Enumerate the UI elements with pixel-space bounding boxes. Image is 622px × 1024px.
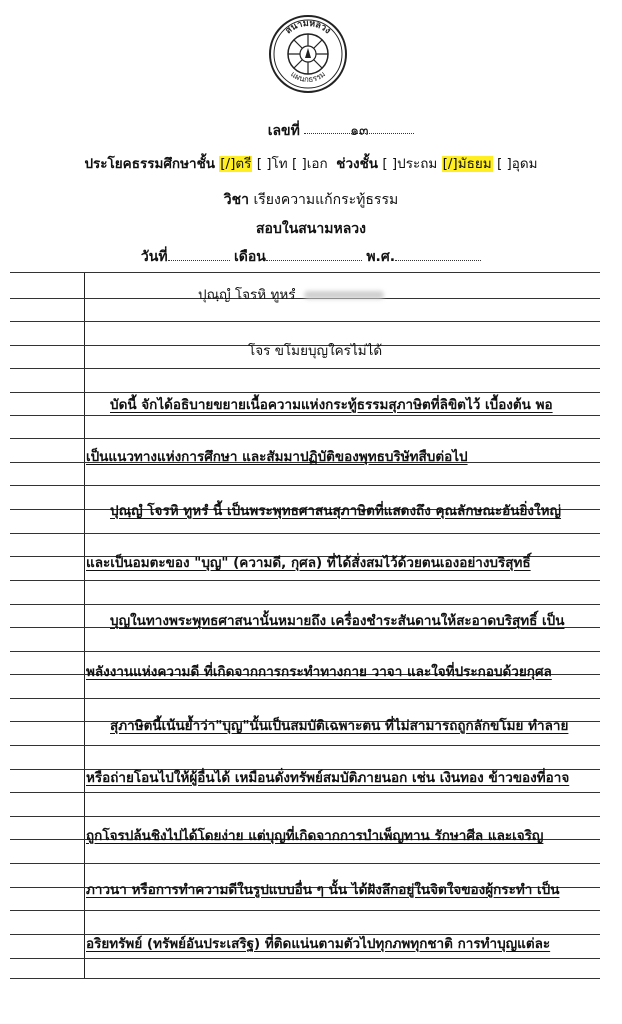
ruled-line [10, 533, 600, 534]
essay-line-text: ปุณฺญํ โจรหิ ทูหรํ นี้ เป็นพระพุทธศาสนสุภาษิตที่แสดงถึง คุณลักษณะอันยิ่งใหญ่ [110, 503, 562, 519]
class-option-tri: [/]ตรี [220, 156, 252, 172]
ruled-line [10, 415, 600, 416]
subject-value: เรียงความแก้กระทู้ธรรม [253, 192, 399, 208]
ruled-line [10, 651, 600, 652]
ruled-line [10, 604, 600, 605]
ruled-line [10, 272, 600, 273]
essay-line-text: พลังงานแห่งความดี ที่เกิดจากการกระทำทางกาย วาจา และใจที่ประกอบด้วยกุศล [86, 664, 552, 680]
class-label: ประโยคธรรมศึกษาชั้น [84, 156, 215, 172]
essay-title-translation [248, 343, 382, 359]
ruled-line [10, 978, 600, 979]
essay-line-text: อริยทรัพย์ (ทรัพย์อันประเสริฐ) ที่ติดแน่นตามตัวไปทุกภพทุกชาติ การทำบุญแต่ละ [86, 936, 551, 952]
essay-line [86, 882, 559, 898]
exam-place: สอบในสนามหลวง [256, 221, 366, 237]
essay-line-text: ปุณฺญํ โจรหิ ทูหรํ [198, 287, 296, 303]
essay-line-text: บุญในทางพระพุทธศาสนานั้นหมายถึง เครื่องชำระสันดานให้สะอาดบริสุทธิ์ เป็น [110, 613, 565, 629]
ruled-line [10, 816, 600, 817]
ruled-line [10, 485, 600, 486]
seal-bottom-text: แผนกธรรม [288, 69, 328, 85]
day-label: วันที่ [140, 249, 168, 265]
essay-line-text: บัดนี้ จักได้อธิบายขยายเนื้อความแห่งกระทู้ธรรมสุภาษิตที่ลิขิตไว้ เบื้องต้น พอ [110, 397, 553, 413]
ruled-line [10, 863, 600, 864]
seal-top-text: สนามหลวง [283, 18, 333, 37]
essay-line [110, 613, 564, 629]
ruled-line [10, 792, 600, 793]
essay-line-text: ภาวนา หรือการทำความดีในรูปแบบอื่น ๆ นั้น ได้ฝังลึกอยู่ในจิตใจของผู้กระทำ เป็น [86, 882, 560, 898]
essay-line-text: หรือถ่ายโอนไปให้ผู้อื่นได้ เหมือนดั่งทรัพย์สมบัติภายนอก เช่น เงินทอง ข้าวของที่อาจ [86, 770, 570, 786]
number-label: เลขที่ [267, 123, 300, 139]
month-label: เดือน [234, 249, 266, 265]
essay-line-text: และเป็นอมตะของ "บุญ" (ความดี, กุศล) ที่ได้สั่งสมไว้ด้วยตนเองอย่างบริสุทธิ์ [86, 555, 531, 571]
class-option-ek: [ ]เอก [291, 156, 328, 172]
ruled-line [10, 934, 600, 935]
ruled-line [10, 910, 600, 911]
essay-title-pali [198, 287, 384, 303]
number-value: ๑๓ [304, 120, 414, 134]
essay-line-text: ถูกโจรปล้นชิงไปได้โดยง่าย แต่บุญที่เกิดจากการบำเพ็ญทาน รักษาศีล และเจริญ [86, 828, 544, 844]
ruled-line [10, 438, 600, 439]
year-label: พ.ศ. [366, 249, 396, 265]
essay-line [110, 718, 568, 734]
level-option-prathom: [ ]ประถม [382, 156, 438, 172]
essay-line [86, 936, 550, 952]
essay-line [86, 828, 543, 844]
ruled-line [10, 321, 600, 322]
level-option-matthayom: [/]มัธยม [442, 156, 492, 172]
subject-label: วิชา [223, 192, 250, 208]
essay-line-text: สุภาษิตนี้เน้นย้ำว่า"บุญ"นั้นเป็นสมบัติเฉพาะตน ที่ไม่สามารถถูกลักขโมย ทำลาย [110, 718, 569, 734]
essay-line-text: เป็นแนวทางแห่งการศึกษา และสัมมาปฏิบัติของพุทธบริษัทสืบต่อไป [86, 449, 468, 465]
ruled-line [10, 368, 600, 369]
ruled-line [10, 958, 600, 959]
ruled-line [10, 392, 600, 393]
essay-line [86, 770, 569, 786]
essay-line [86, 449, 468, 465]
ruled-line [10, 580, 600, 581]
level-label: ช่วงชั้น [336, 156, 379, 172]
essay-line [110, 503, 561, 519]
ruled-line [10, 698, 600, 699]
redacted-area [304, 291, 384, 299]
essay-line [86, 664, 552, 680]
essay-line-text: โจร ขโมยบุญใครไม่ได้ [248, 343, 383, 359]
ruled-line [10, 745, 600, 746]
margin-line [84, 272, 85, 978]
level-option-udom: [ ]อุดม [496, 156, 538, 172]
essay-line [86, 555, 531, 571]
essay-line [110, 397, 553, 413]
class-option-tho: [ ]โท [256, 156, 288, 172]
